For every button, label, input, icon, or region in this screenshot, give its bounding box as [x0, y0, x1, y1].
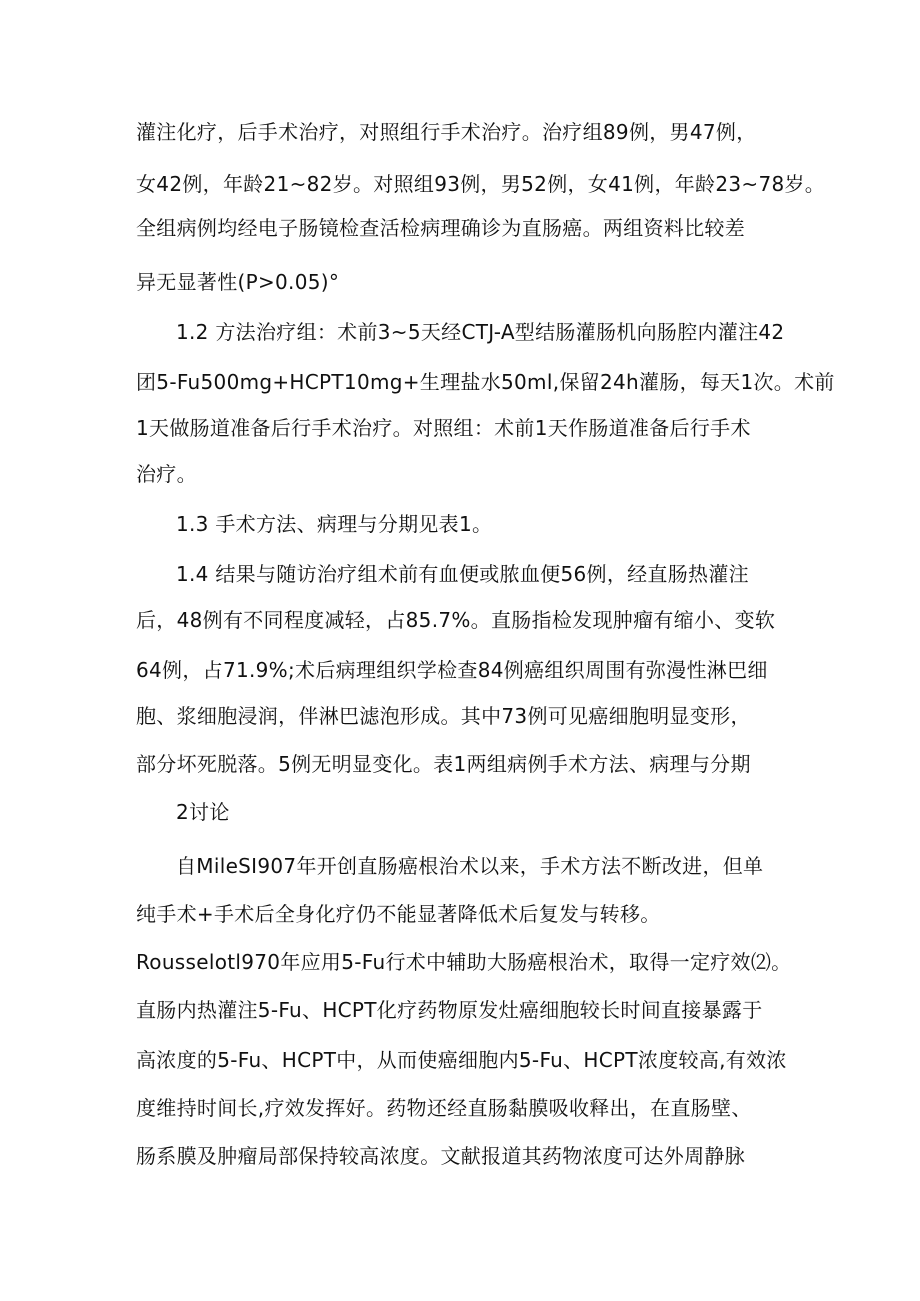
text-line: 异无显著性(P>0.05)° — [136, 270, 340, 294]
text-line: 女42例，年龄21~82岁。对照组93例，男52例，女41例，年龄23~78岁。 — [136, 172, 826, 196]
text-line: 自MileSI907年开创直肠癌根治术以来，手术方法不断改进，但单 — [176, 854, 764, 878]
text-line: 1.3 手术方法、病理与分期见表1。 — [176, 512, 493, 536]
text-line: 灌注化疗，后手术治疗，对照组行手术治疗。治疗组89例，男47例， — [136, 120, 757, 144]
text-line: 全组病例均经电子肠镜检查活检病理确诊为直肠癌。两组资料比较差 — [136, 216, 745, 240]
text-line: 胞、浆细胞浸润，伴淋巴滤泡形成。其中73例可见癌细胞明显变形， — [136, 704, 751, 728]
text-line: 肠系膜及肿瘤局部保持较高浓度。文献报道其药物浓度可达外周静脉 — [136, 1144, 745, 1168]
text-line: 直肠内热灌注5-Fu、HCPT化疗药物原发灶癌细胞较长时间直接暴露于 — [136, 998, 763, 1022]
text-line: 1.4 结果与随访治疗组术前有血便或脓血便56例，经直肠热灌注 — [176, 562, 749, 586]
text-line: 高浓度的5-Fu、HCPT中，从而使癌细胞内5-Fu、HCPT浓度较高,有效浓 — [136, 1048, 787, 1072]
text-line: 度维持时间长,疗效发挥好。药物还经直肠黏膜吸收释出，在直肠壁、 — [136, 1096, 752, 1120]
text-line: 1.2 方法治疗组：术前3~5天经CTJ-A型结肠灌肠机向肠腔内灌注42 — [176, 320, 785, 344]
text-line: 64例，占71.9%;术后病理组织学检查84例癌组织周围有弥漫性淋巴细 — [136, 658, 768, 682]
text-line: Rousselotl970年应用5-Fu行术中辅助大肠癌根治术，取得一定疗效⑵。 — [136, 950, 792, 974]
text-line: 1天做肠道准备后行手术治疗。对照组：术前1天作肠道准备后行手术 — [136, 416, 751, 440]
text-line: 纯手术+手术后全身化疗仍不能显著降低术后复发与转移。 — [136, 902, 661, 926]
text-line: 治疗。 — [136, 462, 197, 486]
text-line: 后，48例有不同程度减轻，占85.7%。直肠指检发现肿瘤有缩小、变软 — [136, 608, 776, 632]
text-line: 部分坏死脱落。5例无明显变化。表1两组病例手术方法、病理与分期 — [136, 752, 751, 776]
text-line: 团5-Fu500mg+HCPT10mg+生理盐水50ml,保留24h灌肠，每天1次。术前 — [136, 370, 835, 394]
section-heading: 2讨论 — [176, 800, 230, 824]
